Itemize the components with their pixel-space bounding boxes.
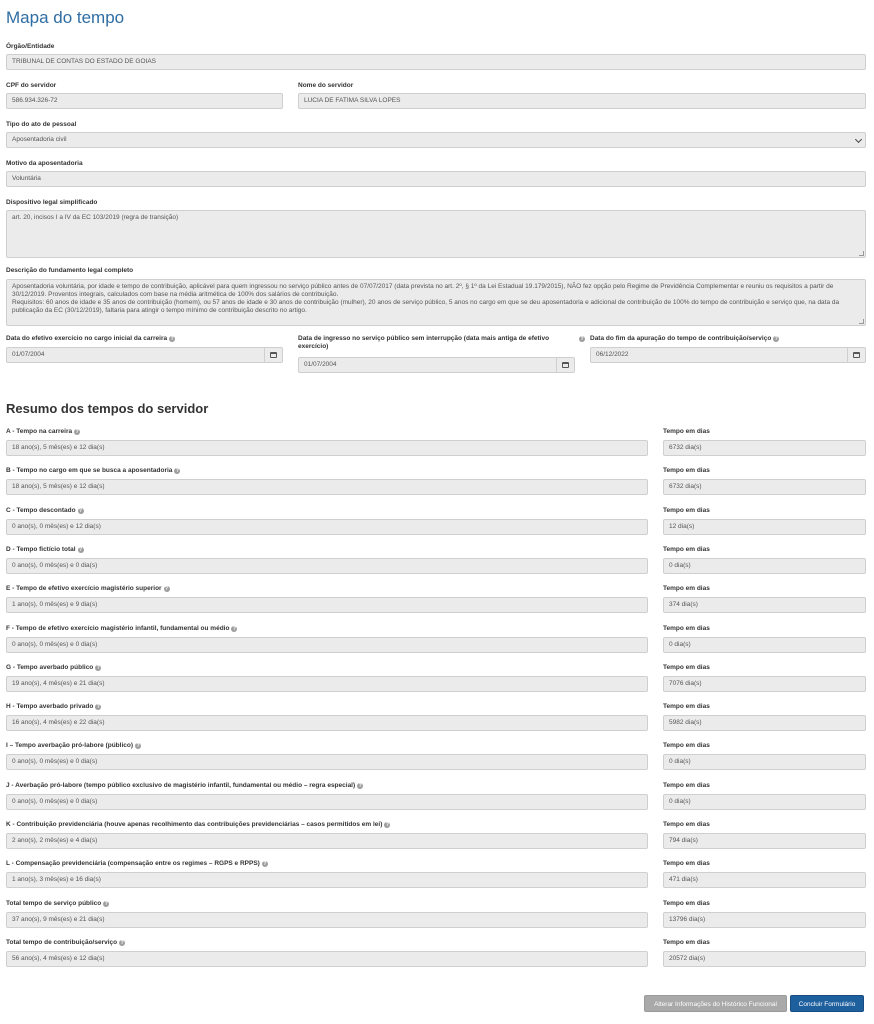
help-icon[interactable]: ?: [75, 429, 79, 435]
resumo-row-value[interactable]: 56 ano(s), 4 mês(es) e 12 dia(s): [6, 951, 648, 967]
calendar-button[interactable]: [556, 358, 574, 372]
help-icon[interactable]: ?: [358, 783, 362, 789]
data-ingresso-field[interactable]: [298, 357, 575, 373]
resumo-row-label-text: K - Contribuição previdenciária (houve apenas recolhimento das contribuições previdenciárias – casos permitidos em lei): [6, 821, 383, 828]
dispositivo-value: art. 20, incisos I a IV da EC 103/2019 (regra de transição): [12, 214, 179, 221]
fundamento-line-1: Aposentadoria voluntária, por idade e tempo de contribuição, aplicável para quem ingressou no serviço público antes de 07/07/2017 (data prevista no art. 2º, § 1º da Lei Estadual 19.179/2015), NÃO fez opção pelo Regime de Previdência Complementar e reuniu os requisitos a partir de 30/12/2019. Proventos integrais, calculados com base na média aritmética de 100% dos salários de contribuição.: [12, 283, 834, 298]
fundamento-label: Descrição do fundamento legal completo: [6, 267, 134, 274]
resumo-row-label-text: A - Tempo na carreira: [6, 428, 73, 435]
resize-handle-icon[interactable]: [859, 319, 864, 324]
resumo-row-label-text: F - Tempo de efetivo exercício magistério infantil, fundamental ou médio: [6, 625, 230, 632]
help-icon[interactable]: ?: [96, 665, 100, 671]
resumo-row-value[interactable]: 1 ano(s), 0 mês(es) e 9 dia(s): [6, 597, 648, 613]
resumo-row-days[interactable]: 13796 dia(s): [663, 912, 866, 928]
help-icon[interactable]: ?: [79, 547, 83, 553]
resumo-row-value[interactable]: 0 ano(s), 0 mês(es) e 0 dia(s): [6, 637, 648, 653]
data-efetivo-field[interactable]: [6, 347, 283, 363]
resumo-row-value[interactable]: 0 ano(s), 0 mês(es) e 0 dia(s): [6, 558, 648, 574]
help-icon[interactable]: ?: [175, 468, 179, 474]
data-efetivo-value: 01/07/2004: [12, 351, 45, 358]
page-title: Mapa do tempo: [6, 8, 125, 27]
resumo-row-label: [6, 900, 109, 908]
help-icon[interactable]: ?: [136, 743, 140, 749]
help-icon[interactable]: ?: [79, 508, 83, 514]
data-ingresso-label: Data de ingresso no serviço público sem interrupção (data mais antiga de efetivo exercício): [298, 335, 550, 350]
data-efetivo-label: [6, 335, 175, 343]
fundamento-line-2: Requisitos: 60 anos de idade e 35 anos de contribuição (homem), ou 57 anos de idade e 30 anos de contribuição (mulher), 20 anos de serviço público, 5 anos no cargo em que se deu aposentadoria e adicional de contribuição de 100% do tempo de contribuição e serviço que, na data da publicação da EC (30/12/2019), faltaria para atingir o tempo mínimo de contribuição descrito no artigo.: [12, 299, 840, 314]
resumo-row-days[interactable]: 12 dia(s): [663, 519, 866, 535]
resumo-row-value[interactable]: 0 ano(s), 0 mês(es) e 0 dia(s): [6, 754, 648, 770]
orgao-field[interactable]: TRIBUNAL DE CONTAS DO ESTADO DE GOIAS: [6, 54, 866, 70]
resumo-row-value[interactable]: 2 ano(s), 2 mês(es) e 4 dia(s): [6, 833, 648, 849]
resumo-row-label: [6, 507, 84, 515]
help-icon[interactable]: ?: [263, 861, 267, 867]
help-icon[interactable]: ?: [774, 336, 778, 342]
resumo-row-days-label: Tempo em dias: [663, 585, 710, 592]
calendar-icon: [853, 352, 860, 358]
alterar-historico-button[interactable]: Alterar Informações do Histórico Funcional: [644, 995, 787, 1012]
resumo-row-days-label: Tempo em dias: [663, 782, 710, 789]
resumo-row-label: [6, 860, 268, 868]
resumo-row-value[interactable]: 1 ano(s), 3 mês(es) e 16 dia(s): [6, 872, 648, 888]
help-icon[interactable]: ?: [580, 336, 584, 342]
help-icon[interactable]: ?: [165, 586, 169, 592]
motivo-field[interactable]: Voluntária: [6, 171, 866, 187]
dispositivo-textarea[interactable]: [6, 210, 866, 258]
fundamento-textarea[interactable]: [6, 279, 866, 326]
resumo-row-days[interactable]: 0 dia(s): [663, 637, 866, 653]
data-fim-field[interactable]: [590, 347, 866, 363]
resumo-row-value[interactable]: 18 ano(s), 5 mês(es) e 12 dia(s): [6, 440, 648, 456]
resumo-row-label-text: H - Tempo averbado privado: [6, 703, 94, 710]
resumo-row-label-text: L - Compensação previdenciária (compensação entre os regimes – RGPS e RPPS): [6, 860, 260, 867]
cpf-label: CPF do servidor: [6, 82, 57, 89]
resumo-row-value[interactable]: 16 ano(s), 4 mês(es) e 22 dia(s): [6, 715, 648, 731]
data-fim-label: [590, 335, 779, 343]
resumo-row-label: [6, 703, 101, 711]
calendar-button[interactable]: [847, 348, 865, 362]
resumo-row-label: [6, 742, 141, 750]
resumo-row-label: [6, 585, 170, 593]
resumo-row-label-text: B - Tempo no cargo em que se busca a aposentadoria: [6, 467, 173, 474]
resumo-row-label: [6, 467, 180, 475]
help-icon[interactable]: ?: [232, 626, 236, 632]
resumo-row-days-label: Tempo em dias: [663, 507, 710, 514]
data-fim-label-text: Data do fim da apuração do tempo de contribuição/serviço: [590, 335, 772, 342]
resumo-title: Resumo dos tempos do servidor: [6, 401, 209, 416]
resumo-row-label: [6, 939, 125, 947]
resumo-row-label-text: Total tempo de serviço público: [6, 900, 102, 907]
resumo-row-days[interactable]: 0 dia(s): [663, 754, 866, 770]
resumo-row-days[interactable]: 6732 dia(s): [663, 479, 866, 495]
help-icon[interactable]: ?: [96, 704, 100, 710]
resumo-row-days[interactable]: 6732 dia(s): [663, 440, 866, 456]
resumo-row-days[interactable]: 7076 dia(s): [663, 676, 866, 692]
concluir-formulario-button[interactable]: Concluir Formulário: [790, 995, 864, 1012]
resumo-row-days[interactable]: 794 dia(s): [663, 833, 866, 849]
data-ingresso-value: 01/07/2004: [304, 361, 337, 368]
resumo-row-days-label: Tempo em dias: [663, 703, 710, 710]
help-icon[interactable]: ?: [120, 940, 124, 946]
resumo-row-label-text: C - Tempo descontado: [6, 507, 76, 514]
help-icon[interactable]: ?: [104, 901, 108, 907]
calendar-icon: [270, 352, 277, 358]
data-efetivo-label-text: Data do efetivo exercício no cargo inicial da carreira: [6, 335, 168, 342]
resumo-row-label-text: Total tempo de contribuição/serviço: [6, 939, 118, 946]
resumo-row-days-label: Tempo em dias: [663, 546, 710, 553]
data-fim-value: 06/12/2022: [596, 351, 629, 358]
resumo-row-days-label: Tempo em dias: [663, 625, 710, 632]
resumo-row-label: [6, 664, 101, 672]
tipo-ato-select[interactable]: [6, 132, 866, 148]
tipo-ato-label: Tipo do ato de pessoal: [6, 121, 77, 128]
resumo-row-days-label: Tempo em dias: [663, 428, 710, 435]
resumo-row-days-label: Tempo em dias: [663, 900, 710, 907]
help-icon[interactable]: ?: [170, 336, 174, 342]
resumo-row-value[interactable]: 18 ano(s), 5 mês(es) e 12 dia(s): [6, 479, 648, 495]
resize-handle-icon[interactable]: [859, 251, 864, 256]
orgao-label: Órgão/Entidade: [6, 43, 55, 50]
resumo-row-label: [6, 625, 237, 633]
nome-label: Nome do servidor: [298, 82, 354, 89]
dispositivo-label: Dispositivo legal simplificado: [6, 199, 98, 206]
nome-field[interactable]: LUCIA DE FATIMA SILVA LOPES: [298, 93, 866, 109]
resumo-row-days-label: Tempo em dias: [663, 742, 710, 749]
resumo-row-days-label: Tempo em dias: [663, 664, 710, 671]
resumo-row-label: [6, 546, 84, 554]
resumo-row-days[interactable]: 0 dia(s): [663, 794, 866, 810]
resumo-row-value[interactable]: 19 ano(s), 4 mês(es) e 21 dia(s): [6, 676, 648, 692]
resumo-row-days-label: Tempo em dias: [663, 939, 710, 946]
chevron-down-icon: [855, 136, 862, 143]
resumo-row-label-text: D - Tempo fictício total: [6, 546, 76, 553]
resumo-row-days[interactable]: 471 dia(s): [663, 872, 866, 888]
motivo-label: Motivo da aposentadoria: [6, 160, 83, 167]
resumo-row-label-text: J - Averbação pró-labore (tempo público exclusivo de magistério infantil, fundamental ou médio – regra especial): [6, 782, 356, 789]
resumo-row-days-label: Tempo em dias: [663, 860, 710, 867]
calendar-icon: [562, 362, 569, 368]
resumo-row-value[interactable]: 0 ano(s), 0 mês(es) e 12 dia(s): [6, 519, 648, 535]
cpf-field[interactable]: 586.934.326-72: [6, 93, 283, 109]
help-icon[interactable]: ?: [385, 822, 389, 828]
resumo-row-label: [6, 428, 80, 436]
resumo-row-days-label: Tempo em dias: [663, 821, 710, 828]
resumo-row-label-text: E - Tempo de efetivo exercício magistério superior: [6, 585, 162, 592]
resumo-row-label-text: I – Tempo averbação pró-labore (público): [6, 742, 134, 749]
resumo-row-days[interactable]: 0 dia(s): [663, 558, 866, 574]
resumo-row-days[interactable]: 20572 dia(s): [663, 951, 866, 967]
resumo-row-label-text: G - Tempo averbado público: [6, 664, 94, 671]
resumo-row-value[interactable]: 0 ano(s), 0 mês(es) e 0 dia(s): [6, 794, 648, 810]
calendar-button[interactable]: [264, 348, 282, 362]
resumo-row-label: [6, 782, 363, 790]
resumo-row-value[interactable]: 37 ano(s), 9 mês(es) e 21 dia(s): [6, 912, 648, 928]
resumo-row-days[interactable]: 5982 dia(s): [663, 715, 866, 731]
resumo-row-days[interactable]: 374 dia(s): [663, 597, 866, 613]
tipo-ato-value: Aposentadoria civil: [12, 136, 67, 143]
resumo-row-label: [6, 821, 390, 829]
resumo-row-days-label: Tempo em dias: [663, 467, 710, 474]
